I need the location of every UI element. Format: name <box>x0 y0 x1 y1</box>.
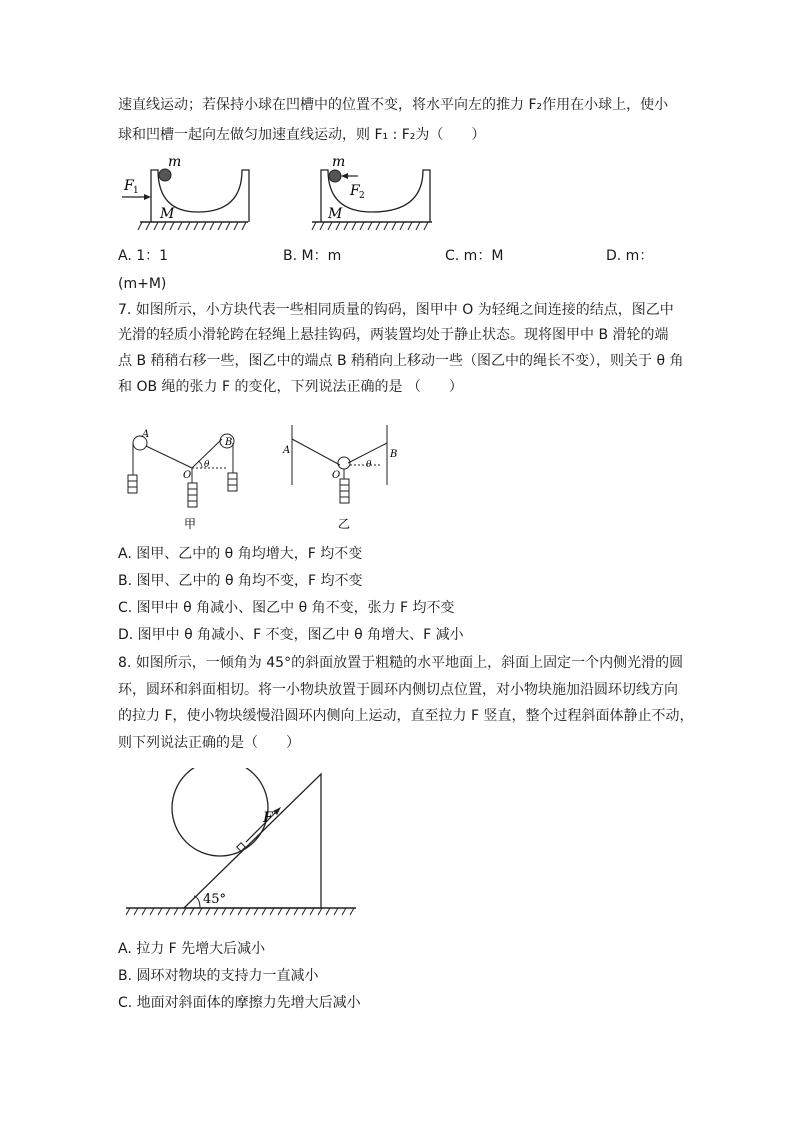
q6-right-F2-label: F <box>350 183 360 199</box>
q6-left-F1-label: F <box>124 178 134 194</box>
q7-yi-B-label: B <box>390 449 398 460</box>
q8-option-a: A. 拉力 F 先增大后减小 <box>118 941 266 957</box>
q7-yi-O-label: O <box>332 470 341 481</box>
q7-jia-theta-label: θ <box>204 460 210 470</box>
q6-figure-left <box>118 150 278 240</box>
q6-option-b: B. M：m <box>283 248 342 264</box>
q7-option-a: A. 图甲、乙中的 θ 角均增大，F 均不变 <box>118 546 363 562</box>
q7-yi-caption: 乙 <box>338 517 351 531</box>
q8-angle-label: 45° <box>203 892 227 907</box>
q7-figure-yi <box>280 425 410 535</box>
q6-option-d: D. m： <box>606 248 654 264</box>
q6-right-M-label: M <box>328 206 343 222</box>
q7-figure-jia <box>120 425 260 535</box>
q7-option-b: B. 图甲、乙中的 θ 角均不变，F 均不变 <box>118 573 363 589</box>
q6-option-c: C. m：M <box>445 248 504 264</box>
q7-jia-caption: 甲 <box>184 517 197 531</box>
q8-text-line-3: 的拉力 F，使小物块缓慢沿圆环内侧向上运动，直至拉力 F 竖直，整个过程斜面体静止不动， <box>118 708 694 724</box>
q7-text-line-4: 和 OB 绳的张力 F 的变化，下列说法正确的是 （ ） <box>118 379 463 395</box>
q7-option-c: C. 图甲中 θ 角减小、图乙中 θ 角不变，张力 F 均不变 <box>118 600 455 616</box>
q8-F-label: F <box>263 810 273 826</box>
q7-yi-theta-label: θ <box>366 460 372 470</box>
q7-text-line-3: 点 B 稍稍右移一些，图乙中的端点 B 稍稍向上移动一些（图乙中的绳长不变），则关于 θ 角 <box>118 353 684 369</box>
q6-figure-right <box>310 150 450 240</box>
q8-figure-incline-ring <box>120 768 360 920</box>
q7-jia-A-label: A <box>142 429 150 440</box>
q7-text-line-1: 7. 如图所示，小方块代表一些相同质量的钩码，图甲中 O 为轻绳之间连接的结点，图乙中 <box>118 302 674 318</box>
q6-right-m-label: m <box>332 154 346 170</box>
q7-jia-B-label: B <box>225 437 233 448</box>
q6-left-M-label: M <box>160 206 175 222</box>
q7-yi-A-label: A <box>283 445 291 456</box>
q8-option-b: B. 圆环对物块的支持力一直减小 <box>118 968 319 984</box>
q6-left-m-label: m <box>168 154 182 170</box>
q7-text-line-2: 光滑的轻质小滑轮跨在轻绳上悬挂钩码，两装置均处于静止状态。现将图甲中 B 滑轮的端 <box>118 327 669 343</box>
q7-option-d: D. 图甲中 θ 角减小、F 不变，图乙中 θ 角增大、F 减小 <box>118 627 464 643</box>
q8-option-c: C. 地面对斜面体的摩擦力先增大后减小 <box>118 995 361 1011</box>
q6-left-F1-sub: 1 <box>133 186 139 196</box>
q8-text-line-4: 则下列说法正确的是（ ） <box>118 735 300 751</box>
q6-option-d-continued: (m+M) <box>118 276 167 292</box>
q6-text-line-2: 球和凹槽一起向左做匀加速直线运动，则 F₁ : F₂为（ ） <box>118 127 486 143</box>
q6-option-a: A. 1：1 <box>118 248 169 264</box>
q8-text-line-2: 环，圆环和斜面相切。将一小物块放置于圆环内侧切点位置，对小物块施加沿圆环切线方向 <box>118 682 678 698</box>
q6-text-line-1: 速直线运动；若保持小球在凹槽中的位置不变，将水平向左的推力 F₂作用在小球上，使小 <box>118 97 669 113</box>
q7-jia-O-label: O <box>183 470 192 481</box>
q6-right-F2-sub: 2 <box>359 191 365 201</box>
q8-text-line-1: 8. 如图所示，一倾角为 45°的斜面放置于粗糙的水平地面上，斜面上固定一个内侧光滑的圆 <box>118 655 684 671</box>
